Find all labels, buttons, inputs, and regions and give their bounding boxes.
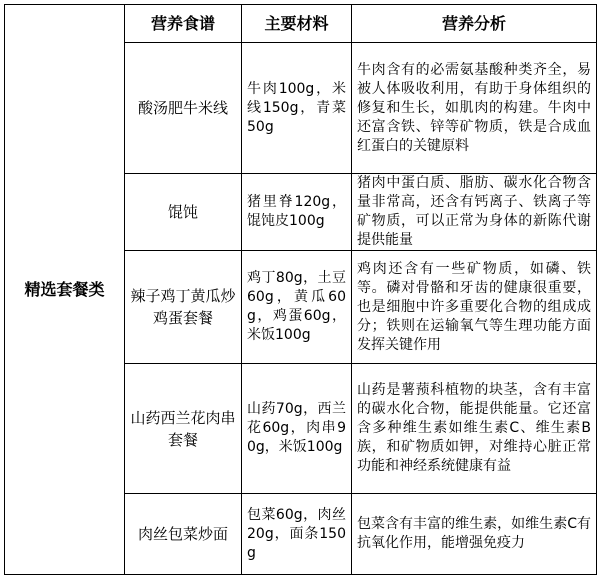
dish-name: 辣子鸡丁黄瓜炒鸡蛋套餐 (125, 251, 242, 364)
dish-analysis: 山药是薯蓣科植物的块茎，含有丰富的碳水化合物，能提供能量。它还富含多种维生素如维生素C、维生素B族，和矿物质如钾，对维持心脏正常功能和神经系统健康有益 (352, 364, 597, 494)
dish-materials: 包菜60g，肉丝20g，面条150g (242, 494, 352, 575)
dish-analysis: 猪肉中蛋白质、脂肪、碳水化合物含量非常高，还含有钙离子、铁离子等矿物质，可以正常为身体的新陈代谢提供能量 (352, 174, 597, 251)
dish-name: 肉丝包菜炒面 (125, 494, 242, 575)
nutrition-table (4, 4, 597, 575)
dish-analysis: 包菜含有丰富的维生素，如维生素C有抗氧化作用，能增强免疫力 (352, 494, 597, 575)
dish-materials: 鸡丁80g，土豆60g，黄瓜60g，鸡蛋60g，米饭100g (242, 251, 352, 364)
header-analysis: 营养分析 (352, 5, 597, 43)
nutrition-table-wrapper (4, 4, 597, 575)
header-recipe: 营养食谱 (125, 5, 242, 43)
dish-materials: 牛肉100g，米线150g，青菜50g (242, 43, 352, 174)
header-row (5, 5, 597, 43)
dish-analysis: 牛肉含有的必需氨基酸种类齐全，易被人体吸收利用，有助于身体组织的修复和生长，如肌肉的构建。牛肉中还富含铁、锌等矿物质，铁是合成血红蛋白的关键原料 (352, 43, 597, 174)
dish-analysis: 鸡肉还含有一些矿物质，如磷、铁等。磷对骨骼和牙齿的健康很重要，也是细胞中许多重要化合物的组成成分；铁则在运输氧气等生理功能方面发挥关键作用 (352, 251, 597, 364)
category-cell: 精选套餐类 (5, 5, 125, 575)
dish-name: 馄饨 (125, 174, 242, 251)
dish-materials: 猪里脊120g，馄饨皮100g (242, 174, 352, 251)
dish-name: 酸汤肥牛米线 (125, 43, 242, 174)
dish-materials: 山药70g，西兰花60g，肉串90g，米饭100g (242, 364, 352, 494)
dish-name: 山药西兰花肉串套餐 (125, 364, 242, 494)
header-materials: 主要材料 (242, 5, 352, 43)
